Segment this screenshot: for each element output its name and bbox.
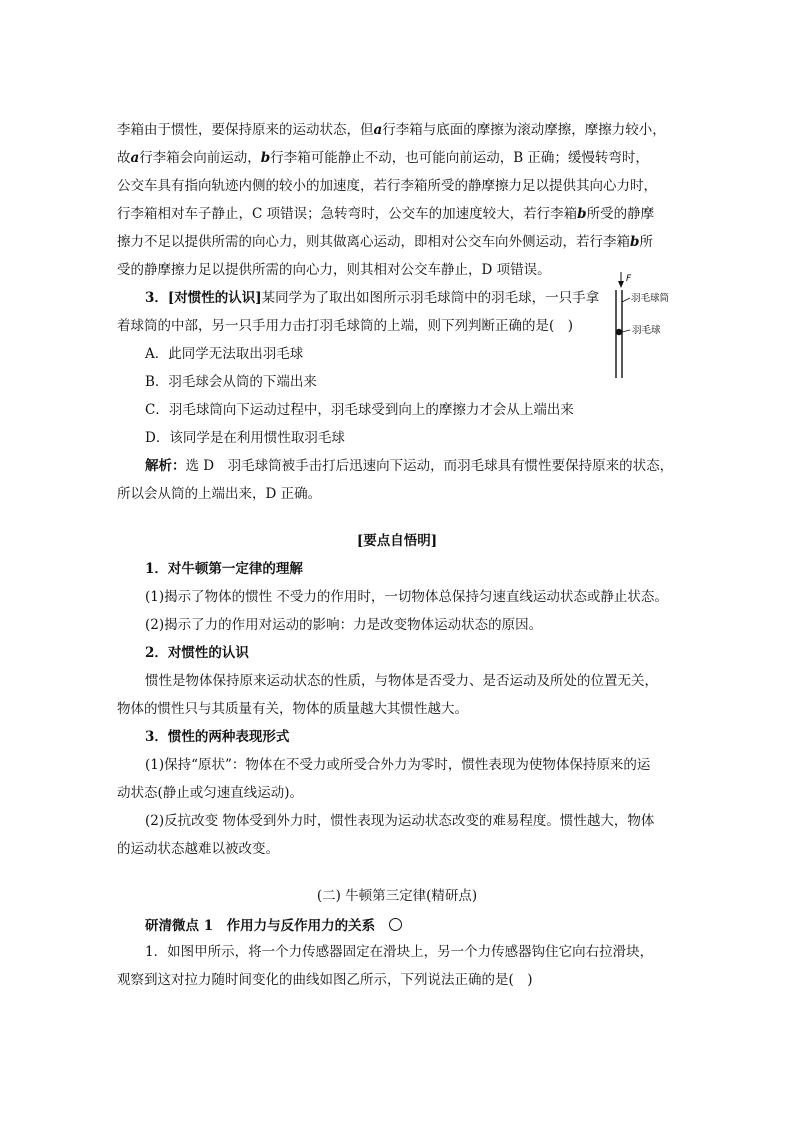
ball-leader-line (622, 330, 630, 332)
force-label: F (626, 274, 632, 284)
para1-line3: 公交车具有指向轨迹内侧的较小的加速度，若行李箱所受的静摩擦力足以提供其向心力时， (117, 178, 657, 194)
section2-title: (二) 牛顿第三定律(精研点) (316, 888, 478, 904)
summary-heading-3: 3．惯性的两种表现形式 (145, 729, 290, 745)
para1-line4: 行李箱相对车子静止，C 项错误；急转弯时，公交车的加速度较大，若行李箱b所受的静摩 (117, 206, 655, 222)
section2-q1-line1: 1．如图甲所示，将一个力传感器固定在滑块上，另一个力传感器钩住它向右拉滑块， (145, 944, 654, 960)
summary-3-1: (1)保持“原状”：物体在不受力或所受合外力为零时，惯性表现为使物体保持原来的运 (145, 757, 651, 773)
q3-option-c: C．羽毛球筒向下运动过程中，羽毛球受到向上的摩擦力才会从上端出来 (145, 402, 574, 418)
section2-subheading: 研清微点 1 作用力与反作用力的关系 (145, 918, 402, 934)
q3-answer-line2: 所以会从筒的上端出来，D 正确。 (117, 486, 322, 502)
summary-2-1: 惯性是物体保持原来运动状态的性质，与物体是否受力、是否运动及所处的位置无关， (145, 673, 658, 689)
summary-heading-1: 1．对牛顿第一定律的理解 (145, 561, 303, 577)
para1-line6: 受的静摩擦力足以提供所需的向心力，则其相对公交车静止，D 项错误。 (117, 262, 551, 278)
summary-2-2: 物体的惯性只与其质量有关，物体的质量越大其惯性越大。 (117, 701, 468, 717)
summary-3-3: (2)反抗改变 物体受到外力时，惯性表现为运动状态改变的难易程度。惯性越大，物体 (145, 813, 655, 829)
summary-3-4: 的运动状态越难以被改变。 (117, 841, 279, 857)
tube-leader-line (622, 298, 630, 302)
q3-option-a: A．此同学无法取出羽毛球 (145, 346, 304, 362)
section2-q1-line2: 观察到这对拉力随时间变化的曲线如图乙所示，下列说法正确的是( ) (117, 972, 533, 988)
summary-1-1: (1)揭示了物体的惯性 不受力的作用时，一切物体总保持匀速直线运动状态或静止状态。 (145, 589, 668, 605)
summary-3-2: 动状态(静止或匀速直线运动)。 (117, 785, 304, 801)
shuttlecock-tube-figure (600, 266, 710, 382)
q3-stem-line1: 3．[对惯性的认识]某同学为了取出如图所示羽毛球筒中的羽毛球，一只手拿 (145, 290, 600, 306)
q3-option-d: D．该同学是在利用惯性取羽毛球 (145, 430, 345, 446)
para1-line2: 故a行李箱会向前运动，b行李箱可能静止不动，也可能向前运动，B 正确；缓慢转弯时， (117, 150, 649, 166)
q3-answer-line1: 解析：选 D 羽毛球筒被手击打后迅速向下运动，而羽毛球具有惯性要保持原来的状态， (145, 458, 674, 474)
summary-title: [要点自悟明] (356, 533, 438, 549)
para1-line1: 李箱由于惯性，要保持原来的运动状态，但a行李箱与底面的摩擦为滚动摩擦，摩擦力较小， (117, 122, 666, 138)
q3-stem-line2: 着球筒的中部，另一只手用力击打羽毛球筒的上端，则下列判断正确的是( ) (117, 318, 574, 334)
summary-heading-2: 2．对惯性的认识 (145, 645, 249, 661)
shuttlecock-ball-icon (616, 329, 622, 335)
tube-label: 羽毛球筒 (631, 293, 670, 304)
para1-line5: 擦力不足以提供所需的向心力，则其做离心运动，即相对公交车向外侧运动，若行李箱b所 (117, 234, 653, 250)
q3-option-b: B．羽毛球会从筒的下端出来 (145, 374, 317, 390)
summary-1-2: (2)揭示了力的作用对运动的影响：力是改变物体运动状态的原因。 (145, 617, 543, 633)
circle-icon (389, 918, 402, 931)
ball-label: 羽毛球 (632, 325, 661, 336)
force-arrow-head-icon (618, 281, 624, 288)
